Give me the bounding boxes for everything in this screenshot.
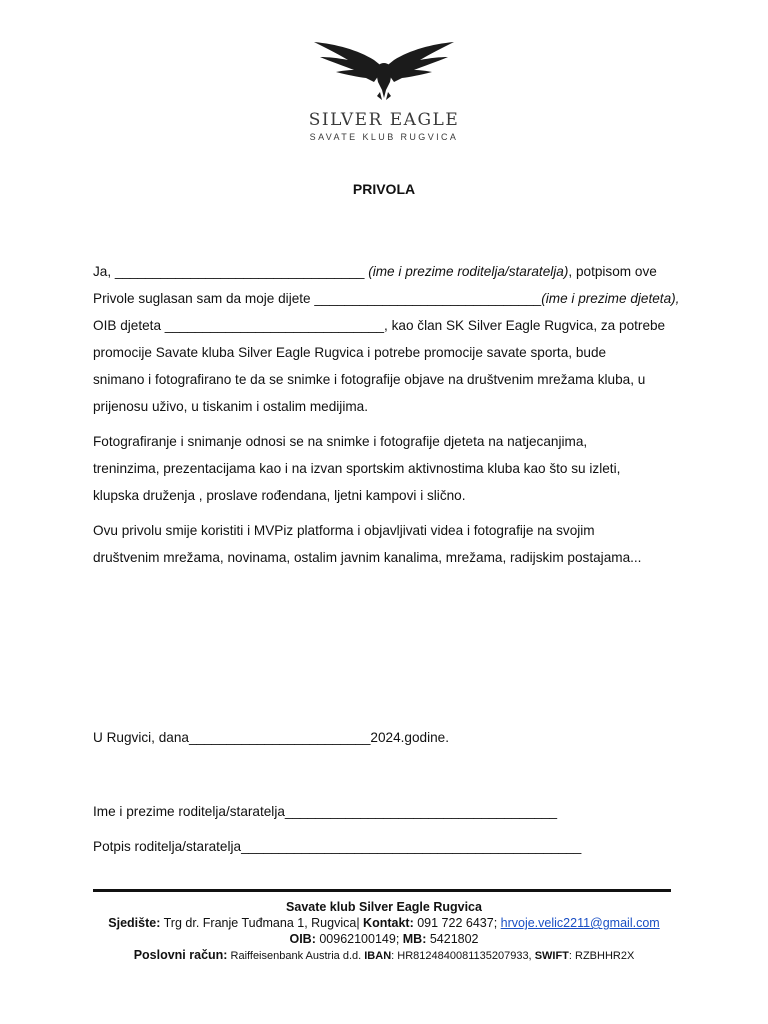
footer-address-row [40,915,728,931]
oib-label: OIB: [289,932,316,946]
text-line [93,285,683,312]
footer-bank-row [40,947,728,964]
seat-label: Sjedište: [108,916,161,930]
text-line: Ovu privolu smije koristiti i MVPiz platforma i objavljivati videa i fotografije na svojim [93,523,595,538]
swift-label: SWIFT [534,950,569,962]
footer-ids-row [40,931,728,947]
text-segment: , potpisom ove [568,264,657,279]
contact-value: 091 722 6437; [413,916,501,930]
parent-signature-line: Potpis roditelja/staratelja_____________________________________________ [93,839,582,854]
iban-label: IBAN [364,950,392,962]
text-line: klupska druženja , proslave rođendana, ljetni kampovi i slično. [93,488,466,503]
child-name-hint: (ime i prezime djeteta), [541,291,680,306]
text-segment: Privole suglasan sam da moje dijete ______________________________ [93,291,542,306]
contact-label: Kontakt: [363,916,414,930]
paragraph-2 [93,428,683,509]
account-label: Poslovni račun: [133,948,228,962]
logo-subtitle: SAVATE KLUB RUGVICA [309,132,459,142]
text-line: prijenosu uživo, u tiskanim i ostalim medijima. [93,399,368,414]
text-segment: Ja, _________________________________ [93,264,369,279]
oib-value: 00962100149; [315,932,403,946]
paragraph-1 [93,258,683,420]
text-line: snimano i fotografirano te da se snimke i fotografije objave na društvenim mrežama kluba, u [93,372,646,387]
page-title: PRIVOLA [352,181,416,197]
mb-value: 5421802 [426,932,479,946]
footer-divider [93,889,671,892]
email-link[interactable]: hrvoje.velic2211@gmail.com [500,916,660,930]
paragraph-3 [93,517,683,571]
text-line: treninzima, prezentacijama kao i na izvan sportskim aktivnostima kluba kao što su izleti, [93,461,621,476]
text-line: promocije Savate kluba Silver Eagle Rugvica i potrebe promocije savate sporta, bude [93,345,607,360]
iban-value: : HR8124840081135207933, [391,950,535,962]
date-line: U Rugvici, dana________________________2024.godine. [93,730,450,745]
bank-name: Raiffeisenbank Austria d.d. [227,950,365,962]
logo-name: SILVER EAGLE [308,110,460,130]
text-line: društvenim mrežama, novinama, ostalim javnim kanalima, mrežama, radijskim postajama... [93,550,642,565]
mb-label: MB: [402,932,427,946]
club-name: Savate klub Silver Eagle Rugvica [286,900,482,914]
consent-body [93,258,683,579]
seat-value: Trg dr. Franje Tuđmana 1, Rugvica| [160,916,364,930]
footer-club-name [40,899,728,915]
club-logo [300,38,468,142]
text-line: OIB djeteta _____________________________, kao član SK Silver Eagle Rugvica, za potrebe [93,318,666,333]
footer [40,899,728,964]
eagle-icon [314,38,454,104]
parent-name-line: Ime i prezime roditelja/staratelja____________________________________ [93,804,558,819]
text-line [93,258,683,285]
parent-name-hint: (ime i prezime roditelja/staratelja) [368,264,569,279]
swift-value: : RZBHHR2X [568,950,635,962]
text-line: Fotografiranje i snimanje odnosi se na snimke i fotografije djeteta na natjecanjima, [93,434,588,449]
